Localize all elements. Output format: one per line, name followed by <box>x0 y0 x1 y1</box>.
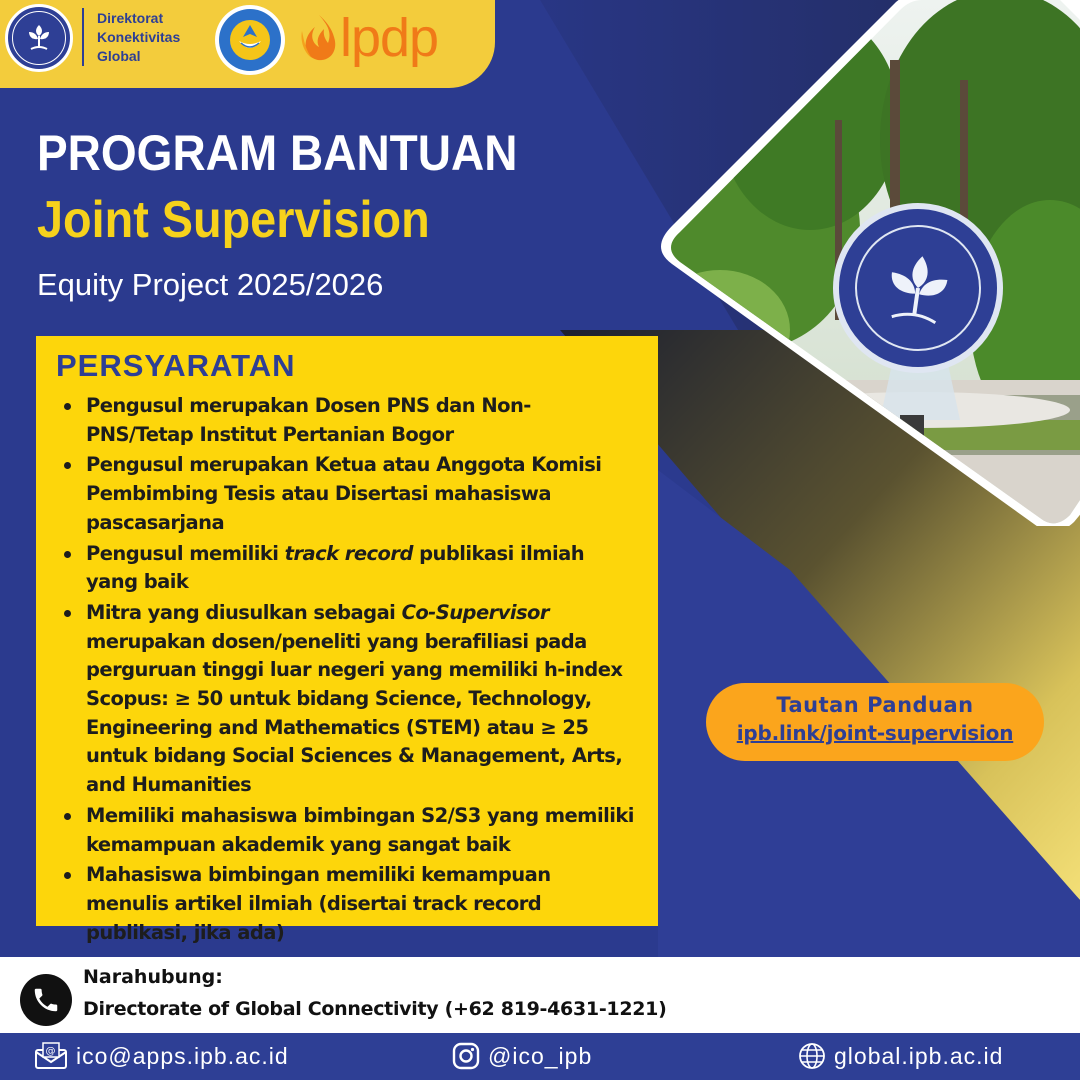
tut-wuri-handayani-logo <box>215 5 285 75</box>
footer-email-text: ico@apps.ipb.ac.id <box>76 1042 289 1069</box>
campus-photo-image <box>660 0 1080 526</box>
project-period: Equity Project 2025/2026 <box>37 267 384 302</box>
header-divider <box>82 8 84 66</box>
directorate-line-1: Direktorat <box>97 10 164 26</box>
requirement-item-5: Memiliki mahasiswa bimbingan S2/S3 yang memiliki kemampuan akademik yang sangat baik <box>86 802 636 859</box>
footer-website-text: global.ipb.ac.id <box>834 1042 1004 1069</box>
email-icon <box>34 1042 68 1070</box>
header-banner <box>0 0 495 88</box>
phone-icon <box>20 974 72 1026</box>
instagram-icon <box>452 1042 480 1070</box>
guide-link-pill[interactable] <box>706 683 1044 761</box>
footer-email[interactable] <box>34 1042 289 1070</box>
contact-band <box>0 957 1080 1033</box>
footer-bar <box>0 1033 1080 1080</box>
guide-title: Tautan Panduan <box>776 693 974 717</box>
program-title: PROGRAM BANTUAN <box>37 125 518 181</box>
contact-value: Directorate of Global Connectivity (+62 819-4631-1221) <box>83 998 667 1020</box>
globe-icon <box>798 1042 826 1070</box>
lpdp-wordmark: lpdp <box>340 8 439 68</box>
directorate-line-2: Konektivitas <box>97 29 181 45</box>
guide-link[interactable]: ipb.link/joint-supervision <box>736 721 1014 745</box>
requirement-item-2: Pengusul merupakan Ketua atau Anggota Komisi Pembimbing Tesis atau Disertasi mahasiswa pascasarjana <box>86 451 636 537</box>
requirements-heading: PERSYARATAN <box>56 348 296 383</box>
lpdp-flame-icon <box>298 13 340 63</box>
contact-label: Narahubung: <box>83 966 223 988</box>
footer-website[interactable] <box>798 1042 1003 1070</box>
program-subtitle: Joint Supervision <box>37 191 430 249</box>
campus-photo <box>660 0 1080 526</box>
directorate-name <box>97 9 217 66</box>
ipb-logo <box>5 4 73 72</box>
requirements-panel <box>36 336 658 944</box>
directorate-line-3: Global <box>97 48 141 64</box>
tut-wuri-emblem-icon <box>227 17 273 63</box>
ipb-leaf-icon <box>22 21 56 55</box>
requirement-item-3: Pengusul memiliki track record publikasi ilmiah yang baik <box>86 540 636 597</box>
svg-text:@: @ <box>45 1046 57 1057</box>
footer-instagram[interactable] <box>452 1042 592 1070</box>
requirement-item-6: Mahasiswa bimbingan memiliki kemampuan menulis artikel ilmiah (disertai track record publikasi, jika ada) <box>86 861 636 947</box>
requirement-item-1: Pengusul merupakan Dosen PNS dan Non-PNS/Tetap Institut Pertanian Bogor <box>86 392 636 449</box>
requirements-list <box>56 392 636 947</box>
lpdp-logo <box>298 10 438 66</box>
requirement-item-4: Mitra yang diusulkan sebagai Co-Supervisor merupakan dosen/peneliti yang berafiliasi pada perguruan tinggi luar negeri yang memiliki h-index Scopus: ≥ 50 untuk bidang Science, Technology, Engineering and Mathematics (STEM) atau ≥ 25 untuk bidang Social Sciences & Management, Arts, and Humanities <box>86 599 636 800</box>
footer-instagram-text: @ico_ipb <box>488 1042 593 1069</box>
